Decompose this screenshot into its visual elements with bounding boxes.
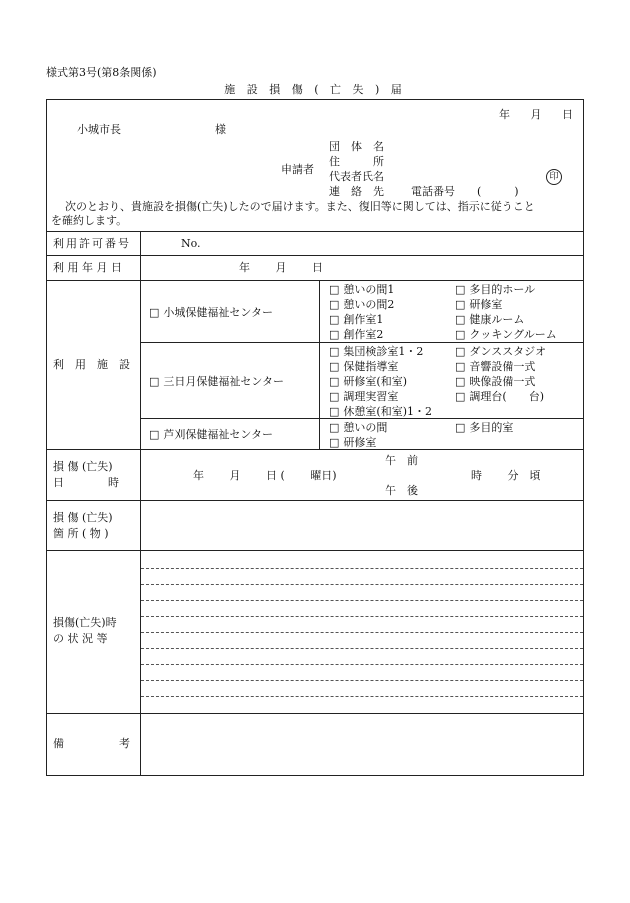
room-label: 研修室 [343,436,377,449]
room-label: 憩いの間 [343,421,388,434]
representative-field[interactable]: 代表者氏名 [329,170,384,183]
room-label: 研修室 [469,298,503,311]
checkbox-icon[interactable]: □ [455,375,466,388]
checkbox-icon[interactable]: □ [149,428,160,441]
addressee: 小城市長 [77,123,121,136]
room-label: 集団検診室1・2 [343,345,424,358]
checkbox-icon[interactable]: □ [455,421,466,434]
remarks-label: 備 考 [53,737,130,750]
checkbox-icon[interactable]: □ [329,298,340,311]
checkbox-icon[interactable]: □ [455,390,466,403]
pm-option[interactable]: 午 後 [385,484,418,497]
facility-name: 小城保健福祉センター [163,306,273,319]
room-label: 多目的室 [469,421,514,434]
room-item[interactable] [329,328,383,341]
damage-date-label-2: 日 時 [53,476,119,489]
checkbox-icon[interactable]: □ [329,436,340,449]
room-label: 憩いの間1 [343,283,395,296]
checkbox-icon[interactable]: □ [329,390,340,403]
submission-date[interactable]: 年 月 日 [499,108,575,121]
form-sheet [46,99,584,776]
checkbox-icon[interactable]: □ [455,283,466,296]
room-label: 多目的ホール [469,283,536,296]
checkbox-icon[interactable]: □ [329,405,340,418]
checkbox-icon[interactable]: □ [455,298,466,311]
room-item[interactable] [455,313,524,326]
facility-name: 三日月保健福祉センター [163,375,284,388]
damage-place-label-2: 箇 所 ( 物 ) [53,527,109,540]
room-item[interactable] [329,405,432,418]
checkbox-icon[interactable]: □ [455,328,466,341]
document-title: 施 設 損 傷 ( 亡 失 ) 届 [224,83,406,96]
room-item[interactable] [329,421,387,434]
room-item[interactable] [329,345,423,358]
room-item[interactable] [329,313,383,326]
room-item[interactable] [455,390,544,403]
room-item[interactable] [455,298,502,311]
room-item[interactable] [455,283,535,296]
damage-time-field[interactable]: 時 分 頃 [471,469,541,482]
checkbox-icon[interactable]: □ [149,306,160,319]
honorific: 様 [215,123,226,136]
phone-field[interactable]: 電話番号 ( ) [411,185,519,198]
room-label: 休憩室(和室)1・2 [343,405,432,418]
form-number: 様式第3号(第8条関係) [46,66,157,79]
use-date-label: 利 用 年 月 日 [53,261,122,274]
room-label: クッキングルーム [469,328,557,341]
room-label: 調理台( 台) [469,390,544,403]
facility-name: 芦刈保健福祉センター [163,428,273,441]
condition-label-1: 損傷(亡失)時 [53,616,117,629]
room-label: ダンススタジオ [469,345,547,358]
room-label: 調理実習室 [343,390,399,403]
permit-number-label: 利用許可番号 [53,237,131,250]
am-option[interactable]: 午 前 [385,454,418,467]
checkbox-icon[interactable]: □ [329,375,340,388]
room-item[interactable] [455,345,546,358]
room-item[interactable] [329,375,407,388]
room-item[interactable] [329,283,394,296]
room-label: 創作室2 [343,328,384,341]
checkbox-icon[interactable]: □ [455,313,466,326]
facility-ogi[interactable] [149,306,273,319]
statement-line-1: 次のとおり、貴施設を損傷(亡失)したので届けます。また、復旧等に関しては、指示に従うこと [65,200,535,213]
room-item[interactable] [455,421,513,434]
statement-line-2: を確約します。 [51,214,128,227]
checkbox-icon[interactable]: □ [455,360,466,373]
facility-ashikari[interactable] [149,428,273,441]
room-item[interactable] [455,360,535,373]
condition-label-2: の 状 況 等 [53,632,108,645]
facility-mikazuki[interactable] [149,375,284,388]
room-label: 研修室(和室) [343,375,407,388]
checkbox-icon[interactable]: □ [329,283,340,296]
address-field[interactable]: 住 所 [329,155,384,168]
room-item[interactable] [329,436,376,449]
checkbox-icon[interactable]: □ [329,328,340,341]
checkbox-icon[interactable]: □ [329,313,340,326]
checkbox-icon[interactable]: □ [329,421,340,434]
room-label: 音響設備一式 [469,360,536,373]
group-name-field[interactable]: 団 体 名 [329,140,384,153]
remarks-field[interactable] [147,718,577,772]
room-item[interactable] [329,298,394,311]
contact-field[interactable]: 連 絡 先 [329,185,384,198]
damage-place-field[interactable] [147,504,577,544]
checkbox-icon[interactable]: □ [329,345,340,358]
damage-date-label-1: 損 傷 (亡失) [53,460,113,473]
applicant-label: 申請者 [281,163,314,176]
room-label: 憩いの間2 [343,298,395,311]
facility-label: 利 用 施 設 [53,358,130,371]
room-item[interactable] [455,328,557,341]
room-item[interactable] [455,375,535,388]
checkbox-icon[interactable]: □ [149,375,160,388]
use-date-field[interactable]: 年 月 日 [239,261,323,274]
damage-place-label-1: 損 傷 (亡失) [53,511,113,524]
room-label: 創作室1 [343,313,384,326]
room-label: 保健指導室 [343,360,399,373]
damage-date-field[interactable]: 年 月 日 ( 曜日) [193,469,337,482]
condition-field[interactable] [147,554,577,708]
permit-number-field[interactable]: No. [181,237,201,250]
seal-icon: 印 [546,169,562,185]
room-label: 健康ルーム [469,313,525,326]
room-label: 映像設備一式 [469,375,536,388]
checkbox-icon[interactable]: □ [329,360,340,373]
room-item[interactable] [329,390,398,403]
checkbox-icon[interactable]: □ [455,345,466,358]
room-item[interactable] [329,360,398,373]
